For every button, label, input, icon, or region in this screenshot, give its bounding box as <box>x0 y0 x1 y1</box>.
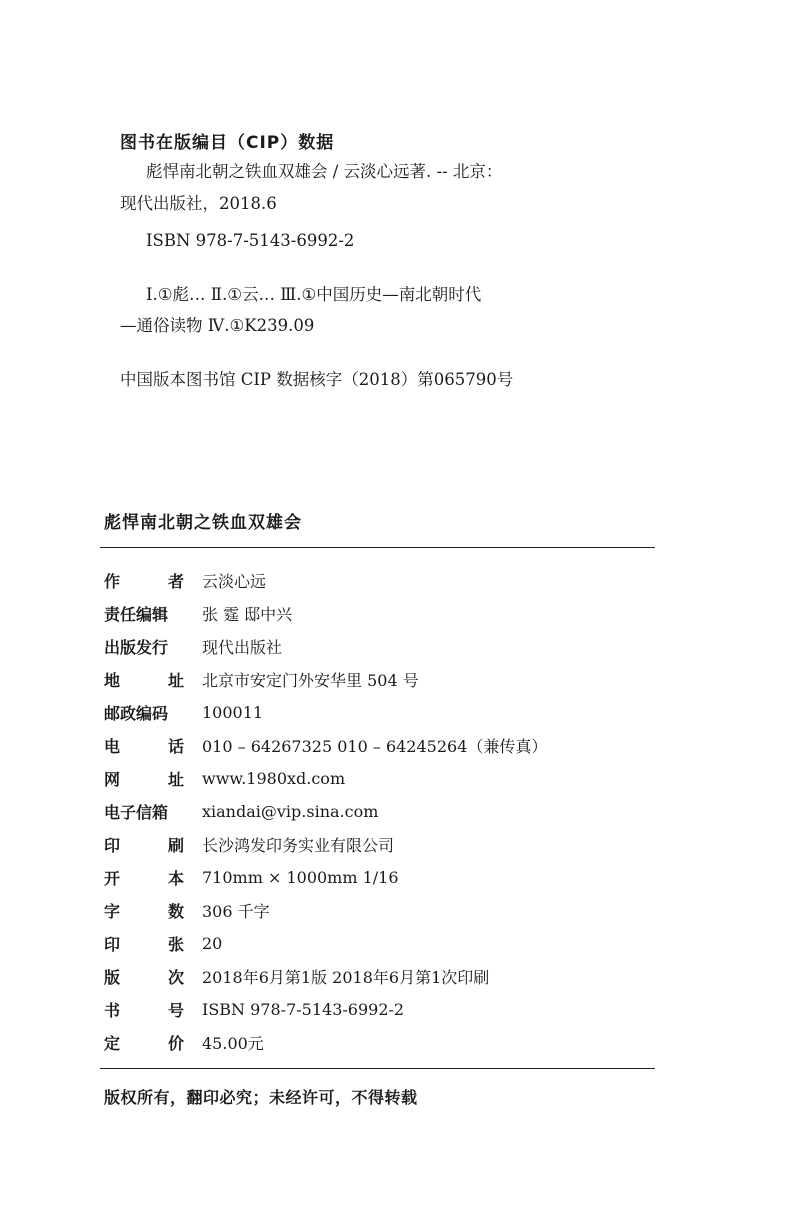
label-char: 本 <box>167 868 184 888</box>
info-row-format <box>104 866 399 888</box>
info-value: 2018年6月第1版 2018年6月第1次印刷 <box>202 967 490 987</box>
label-char: 者 <box>167 571 184 591</box>
info-value: 010 – 64267325 010 – 64245264（兼传真） <box>202 736 548 756</box>
label-char: 数 <box>167 901 184 921</box>
info-value: xiandai@vip.sina.com <box>202 801 379 821</box>
info-value: 张 霆 邸中兴 <box>202 604 293 624</box>
label-char: 话 <box>167 736 184 756</box>
info-row-word-count <box>104 899 270 921</box>
label-char: 印 <box>104 934 121 954</box>
label-char: 次 <box>167 967 184 987</box>
copyright-notice: 版权所有，翻印必究；未经许可，不得转载 <box>104 1088 418 1107</box>
label-char: 刷 <box>167 835 184 855</box>
info-label <box>104 899 184 922</box>
cip-line: 现代出版社，2018.6 <box>120 194 277 213</box>
info-value: 45.00元 <box>202 1033 264 1053</box>
label-char: 版 <box>104 967 121 987</box>
info-row-price <box>104 1031 264 1053</box>
info-row-isbn <box>104 998 405 1020</box>
cip-block <box>120 128 680 153</box>
label-char: 址 <box>167 670 184 690</box>
info-value: ISBN 978-7-5143-6992-2 <box>202 999 405 1019</box>
info-row-postcode <box>104 701 264 723</box>
divider-bottom <box>100 1068 655 1069</box>
book-title: 彪悍南北朝之铁血双雄会 <box>104 513 302 533</box>
info-value: 710mm × 1000mm 1/16 <box>202 867 399 887</box>
info-value: 306 千字 <box>202 901 270 921</box>
label-char: 址 <box>167 769 184 789</box>
info-label: 电子信箱 <box>104 802 169 822</box>
info-label <box>104 569 184 592</box>
cip-line: 中国版本图书馆 CIP 数据核字（2018）第065790号 <box>120 370 514 389</box>
info-label <box>104 965 184 988</box>
info-label <box>104 668 184 691</box>
cip-line: Ⅰ.①彪… Ⅱ.①云… Ⅲ.①中国历史—南北朝时代 <box>146 285 482 304</box>
label-char: 价 <box>167 1033 184 1053</box>
label-char: 开 <box>104 868 121 888</box>
info-label <box>104 1031 184 1054</box>
info-row-edition <box>104 965 490 987</box>
info-row-email <box>104 800 379 822</box>
info-label <box>104 767 184 790</box>
label-char: 字 <box>104 901 121 921</box>
info-row-editor <box>104 602 293 624</box>
label-char: 地 <box>104 670 121 690</box>
label-char: 网 <box>104 769 121 789</box>
cip-line: 彪悍南北朝之铁血双雄会 / 云淡心远著. -- 北京： <box>146 162 503 181</box>
info-value: 云淡心远 <box>202 571 267 591</box>
info-label <box>104 998 184 1021</box>
info-value: 长沙鸿发印务实业有限公司 <box>202 835 395 855</box>
info-row-website <box>104 767 346 789</box>
info-value: 100011 <box>202 702 264 722</box>
cip-heading: 图书在版编目（CIP）数据 <box>120 133 335 153</box>
info-row-publisher <box>104 635 283 657</box>
info-row-author <box>104 569 267 591</box>
label-char: 作 <box>104 571 121 591</box>
label-char: 电 <box>104 736 121 756</box>
info-value: 20 <box>202 933 223 953</box>
info-value: 北京市安定门外安华里 504 号 <box>202 670 419 690</box>
label-char: 书 <box>104 1000 121 1020</box>
info-label: 出版发行 <box>104 637 169 657</box>
info-label <box>104 734 184 757</box>
info-value: www.1980xd.com <box>202 768 346 788</box>
label-char: 印 <box>104 835 121 855</box>
info-label <box>104 833 184 856</box>
label-char: 张 <box>167 934 184 954</box>
info-row-printer <box>104 833 395 855</box>
label-char: 号 <box>167 1000 184 1020</box>
cip-line: —通俗读物 Ⅳ.①K239.09 <box>120 316 315 335</box>
info-label: 邮政编码 <box>104 703 169 723</box>
info-value: 现代出版社 <box>202 637 283 657</box>
divider-top <box>100 547 655 548</box>
info-label <box>104 932 184 955</box>
cip-line: ISBN 978-7-5143-6992-2 <box>146 231 355 250</box>
info-label: 责任编辑 <box>104 604 169 624</box>
label-char: 定 <box>104 1033 121 1053</box>
info-row-address <box>104 668 419 690</box>
info-row-sheets <box>104 932 223 954</box>
info-row-phone <box>104 734 548 756</box>
info-label <box>104 866 184 889</box>
